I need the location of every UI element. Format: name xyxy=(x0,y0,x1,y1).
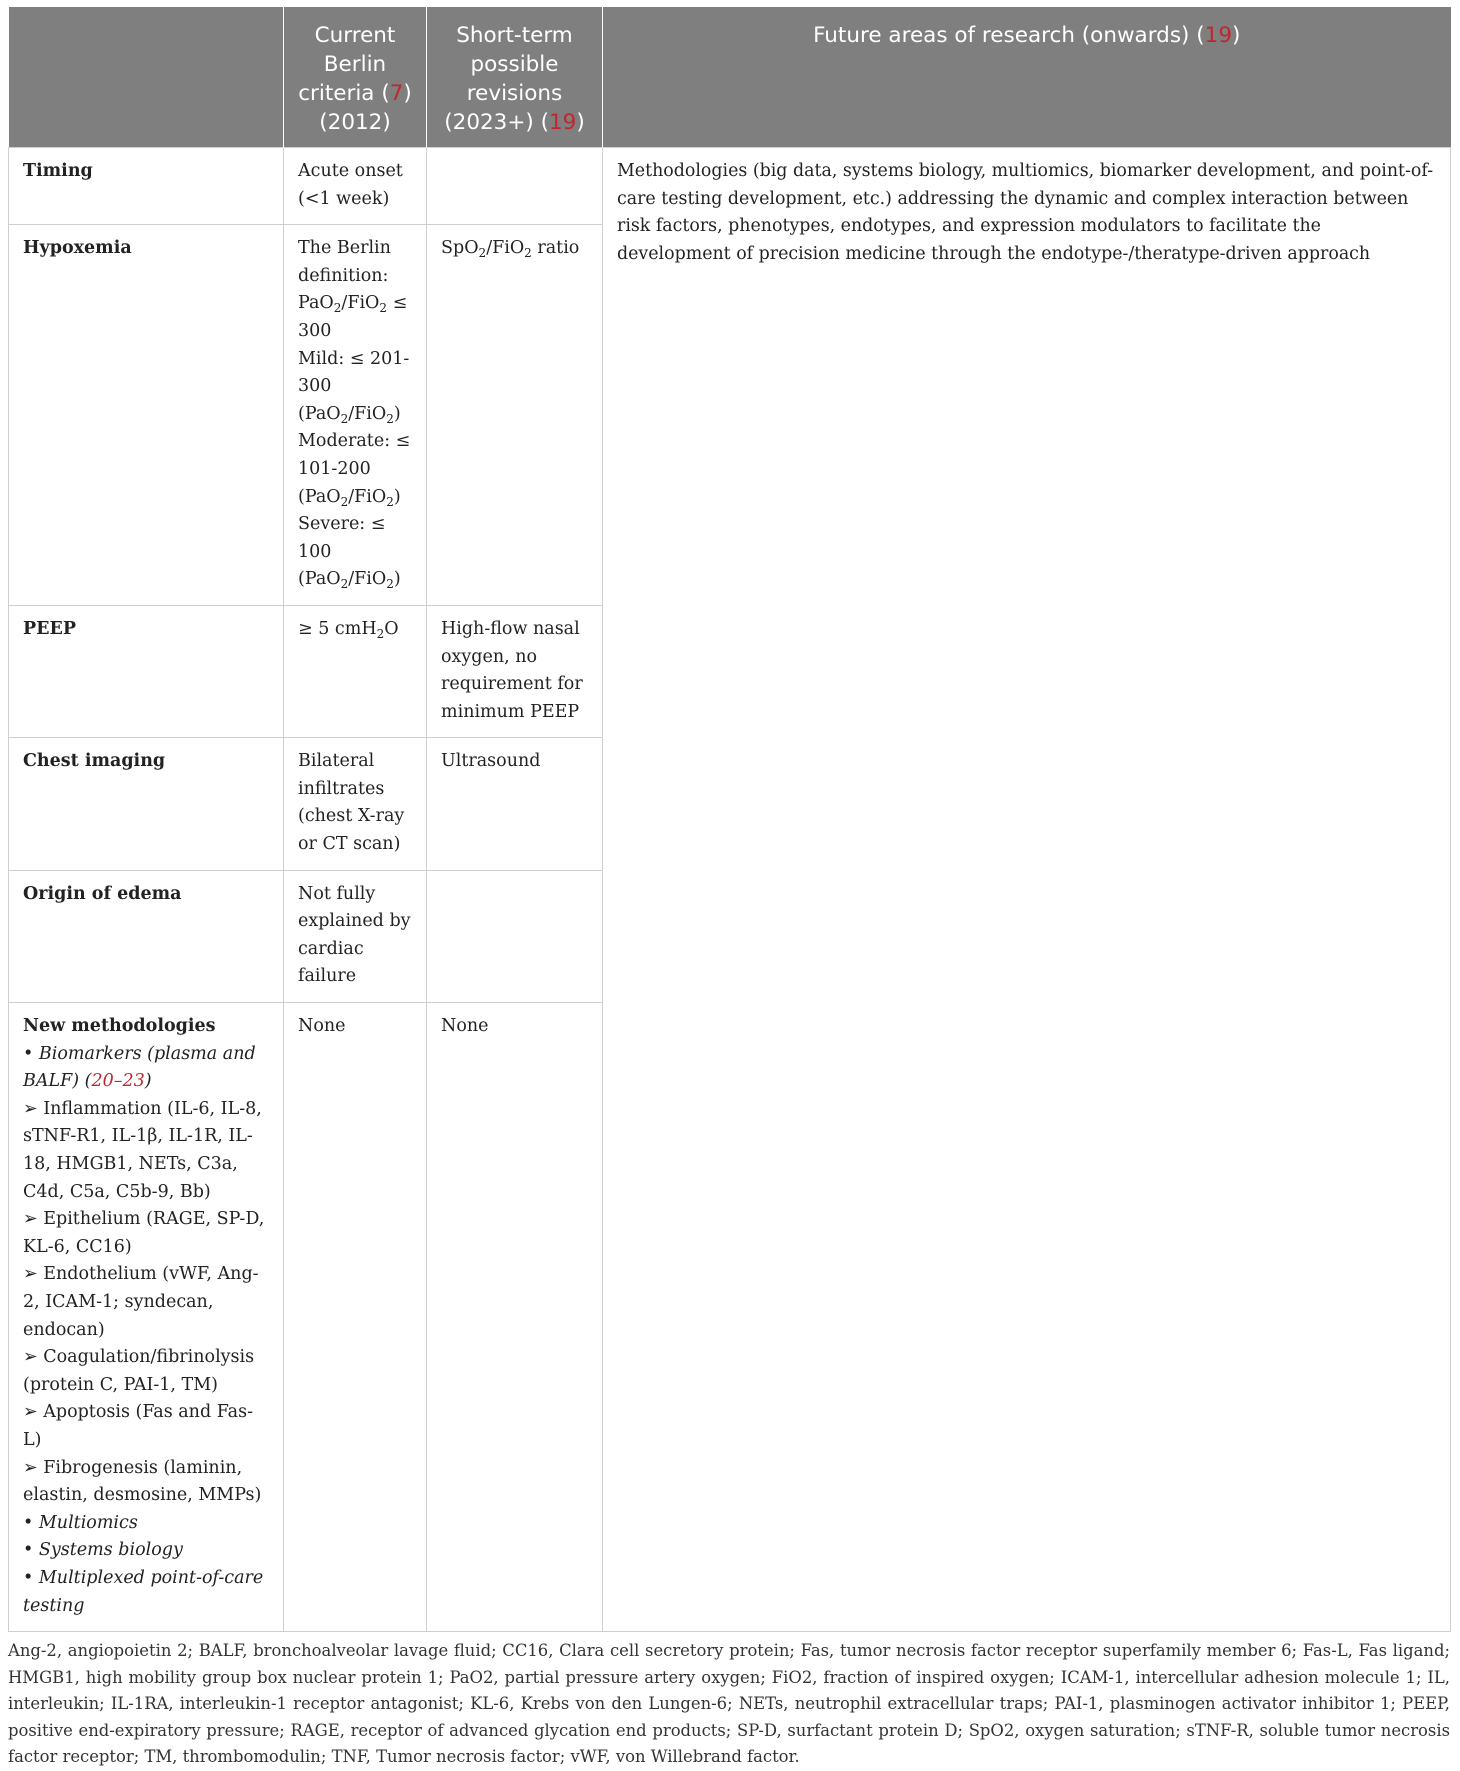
text-seg: Severe: ≤ 100 (PaO xyxy=(298,514,386,590)
systems-biology-item: • Systems biology xyxy=(23,1540,183,1561)
subscript: 2 xyxy=(386,577,394,592)
list-item: ➢ Coagulation/fibrinolysis (protein C, PAI-1, TM) xyxy=(23,1347,255,1395)
biomarkers-item xyxy=(23,1041,269,1096)
cell-timing-current: Acute onset (<1 week) xyxy=(284,148,427,225)
subscript: 2 xyxy=(376,626,385,641)
header-future-text-end: ) xyxy=(1232,23,1241,48)
header-current-berlin xyxy=(284,7,427,148)
cell-methods-current: None xyxy=(284,1003,427,1632)
header-short-text: Short-term possible revisions (2023+) ( xyxy=(444,23,573,135)
ref-link-19-future[interactable]: 19 xyxy=(1204,23,1232,48)
table-body xyxy=(9,148,1451,1632)
row-label-timing: Timing xyxy=(9,148,284,225)
subscript: 2 xyxy=(478,246,487,261)
row-label-new-methodologies: New methodologies xyxy=(23,1016,216,1037)
row-label-chest-imaging: Chest imaging xyxy=(9,738,284,870)
list-item: ➢ Endothelium (vWF, Ang-2, ICAM-1; syndecan, endocan) xyxy=(23,1264,259,1340)
cell-hypoxemia-current xyxy=(284,225,427,606)
row-label-origin-edema: Origin of edema xyxy=(9,870,284,1002)
subscript: 2 xyxy=(340,494,349,509)
header-short-term xyxy=(427,7,603,148)
cell-future-research: Methodologies (big data, systems biology, multiomics, biomarker development, and point-of-care testing development, etc.) addressing the dynamic and complex interaction between risk factors, phenotypes, endotypes, and expression modulators to facilitate the development of precision medicine through the endotype-/theratype-driven approach xyxy=(603,148,1451,1632)
list-item: ➢ Inflammation (IL-6, IL-8, sTNF-R1, IL-1β, IL-1R, IL-18, HMGB1, NETs, C3a, C4d, C5a, C5b-9, Bb) xyxy=(23,1098,262,1202)
header-empty xyxy=(9,7,284,148)
subscript: 2 xyxy=(386,411,394,426)
cell-methods-label xyxy=(9,1003,284,1632)
text-seg: ) xyxy=(393,569,401,590)
text-seg: ≥ 5 cmH xyxy=(298,618,377,639)
text-seg: /FiO xyxy=(341,293,380,314)
criteria-table xyxy=(8,7,1451,1632)
text-seg: O xyxy=(384,618,399,639)
table-row-timing xyxy=(9,148,1451,225)
cell-peep-short: High-flow nasal oxygen, no requirement for minimum PEEP xyxy=(427,605,603,737)
subscript: 2 xyxy=(524,246,532,261)
berlin-definition xyxy=(298,235,412,345)
cell-edema-short xyxy=(427,870,603,1002)
list-item: ➢ Fibrogenesis (laminin, elastin, desmosine, MMPs) xyxy=(23,1457,262,1506)
moderate-criteria xyxy=(298,428,412,511)
list-item: ➢ Apoptosis (Fas and Fas-L) xyxy=(23,1402,254,1450)
text-seg: Moderate: ≤ 101-200 (PaO xyxy=(298,431,411,507)
table-container xyxy=(8,7,1450,1771)
header-future-text: Future areas of research (onwards) ( xyxy=(813,23,1205,48)
cell-timing-short xyxy=(427,148,603,225)
text-seg: /FiO xyxy=(486,238,525,259)
subscript: 2 xyxy=(340,411,349,426)
cell-hypoxemia-short xyxy=(427,225,603,606)
severe-criteria xyxy=(298,511,412,594)
table-footnote: Ang-2, angiopoietin 2; BALF, bronchoalveolar lavage fluid; CC16, Clara cell secretory protein; Fas, tumor necrosis factor receptor superfamily member 6; Fas-L, Fas ligand; HMGB1, high mobility group box nuclear protein 1; PaO2, partial pressure artery oxygen; FiO2, fraction of inspired oxygen; ICAM-1, intercellular adhesion molecule 1; IL, interleukin; IL-1RA, interleukin-1 receptor antagonist; KL-6, Krebs von den Lungen-6; NETs, neutrophil extracellular traps; PAI-1, plasminogen activator inhibitor 1; PEEP, positive end-expiratory pressure; RAGE, receptor of advanced glycation end products; SP-D, surfactant protein D; SpO2, oxygen saturation; sTNF-R, soluble tumor necrosis factor receptor; TM, thrombomodulin; TNF, Tumor necrosis factor; vWF, von Willebrand factor. xyxy=(8,1641,1450,1767)
text-seg: The Berlin definition: PaO xyxy=(298,238,391,314)
text-seg: /FiO xyxy=(348,403,387,424)
cell-edema-current: Not fully explained by cardiac failure xyxy=(284,870,427,1002)
text-seg: Mild: ≤ 201-300 (PaO xyxy=(298,348,410,424)
subscript: 2 xyxy=(340,577,349,592)
subscript: 2 xyxy=(386,494,394,509)
header-current-text: Current Berlin criteria ( xyxy=(298,23,396,106)
ref-link-19[interactable]: 19 xyxy=(548,110,577,135)
header-row xyxy=(9,7,1451,148)
header-future xyxy=(603,7,1451,148)
list-item: ➢ Epithelium (RAGE, SP-D, KL-6, CC16) xyxy=(23,1209,265,1257)
row-label-hypoxemia: Hypoxemia xyxy=(9,225,284,606)
header-short-text-end: ) xyxy=(576,110,585,135)
row-label-peep: PEEP xyxy=(9,605,284,737)
text-seg: /FiO xyxy=(348,569,387,590)
ref-link-20-23[interactable]: 20–23 xyxy=(91,1071,145,1092)
ref-link-7[interactable]: 7 xyxy=(389,81,404,106)
cell-methods-short: None xyxy=(427,1003,603,1632)
text-seg: ≤ 300 xyxy=(298,293,408,341)
cell-peep-current xyxy=(284,605,427,737)
text-seg: ) xyxy=(144,1071,152,1092)
text-seg: ratio xyxy=(531,238,580,259)
subscript: 2 xyxy=(333,301,342,316)
text-seg: • Biomarkers (plasma and BALF) ( xyxy=(23,1043,256,1092)
point-of-care-item: • Multiplexed point-of-care testing xyxy=(23,1567,264,1616)
text-seg: ) xyxy=(393,403,401,424)
multiomics-item: • Multiomics xyxy=(23,1512,138,1533)
mild-criteria xyxy=(298,346,412,429)
text-seg: SpO xyxy=(441,238,479,259)
table-header xyxy=(9,7,1451,148)
text-seg: ) xyxy=(393,486,401,507)
header-current-text-end: ) (2012) xyxy=(319,81,412,135)
cell-chest-current: Bilateral infiltrates (chest X-ray or CT scan) xyxy=(284,738,427,870)
subscript: 2 xyxy=(379,301,388,316)
text-seg: /FiO xyxy=(348,486,387,507)
cell-chest-short: Ultrasound xyxy=(427,738,603,870)
